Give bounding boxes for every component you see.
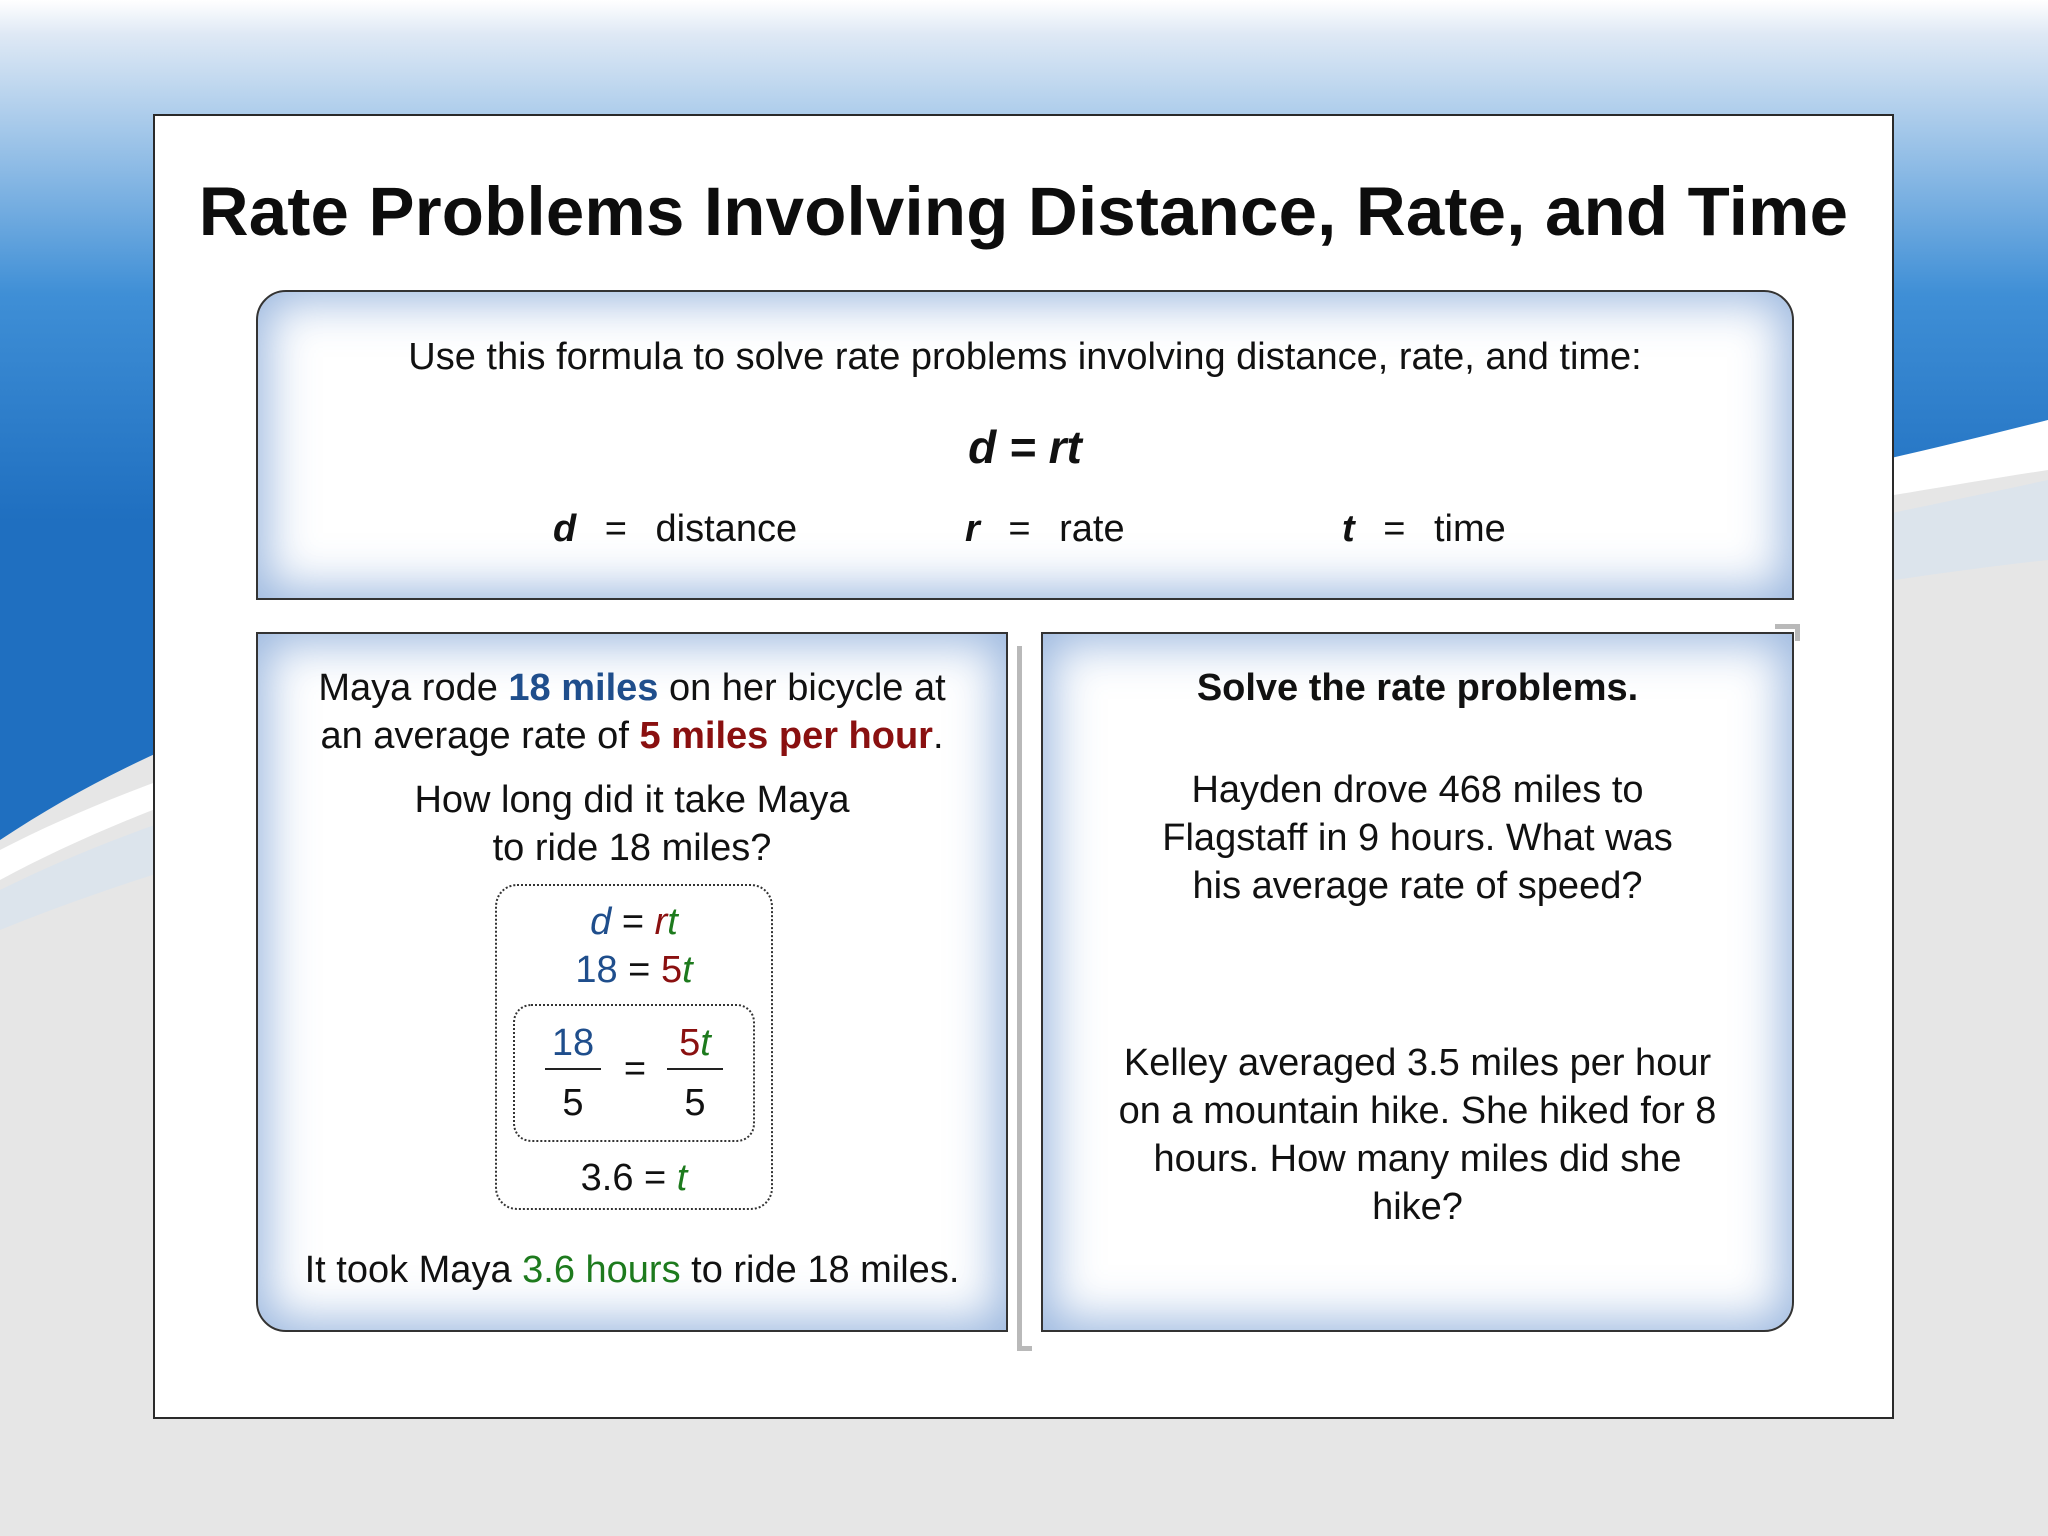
example-question-line1: How long did it take Maya <box>414 779 850 821</box>
solution-work-box <box>495 884 773 1210</box>
practice-problem2-line: on a mountain hike. She hiked for 8 <box>1118 1090 1717 1132</box>
formula-main: d = rt <box>968 421 1082 473</box>
practice-problem2-line: hike? <box>1372 1186 1463 1228</box>
formula-panel <box>256 290 1794 600</box>
example-statement-line2 <box>258 712 1006 760</box>
definition-var: t <box>1342 508 1355 550</box>
definition-var: d <box>553 508 577 550</box>
text-segment: . <box>932 715 944 757</box>
text-segment: an average rate of <box>320 715 640 757</box>
work-d: 18 <box>575 949 618 991</box>
definition-time <box>1342 508 1506 551</box>
definition-eq: = <box>1383 508 1406 550</box>
work-d: d <box>590 901 612 943</box>
work-t: t <box>667 901 678 943</box>
definition-eq: = <box>604 508 627 550</box>
work-r: 5 <box>660 949 683 991</box>
practice-problem2-line: hours. How many miles did she <box>1153 1138 1682 1180</box>
practice-problem2-line: Kelley averaged 3.5 miles per hour <box>1123 1042 1712 1084</box>
division-step-box <box>513 1004 755 1142</box>
work-t: t <box>676 1157 688 1199</box>
slide-title: Rate Problems Involving Distance, Rate, and Time <box>198 173 1849 250</box>
work-step-substitute <box>497 946 771 994</box>
fraction-equals: = <box>623 1048 647 1090</box>
example-panel <box>256 632 1008 1332</box>
practice-panel <box>1041 632 1794 1332</box>
practice-problem1-line: his average rate of speed? <box>1192 865 1643 907</box>
work-t: t <box>682 949 693 991</box>
practice-problem1-line: Hayden drove 468 miles to <box>1191 769 1644 811</box>
work-eq: = <box>633 1157 677 1199</box>
fraction-coef: 5 <box>679 1022 701 1064</box>
example-answer <box>258 1246 1006 1294</box>
text-segment: to ride 18 miles. <box>680 1249 960 1291</box>
definition-distance <box>553 508 797 551</box>
work-result-value: 3.6 <box>580 1157 634 1199</box>
definition-meaning: time <box>1433 508 1506 550</box>
fraction-numerator: 18 <box>545 1018 601 1070</box>
definition-meaning: distance <box>655 508 798 550</box>
work-result <box>497 1154 771 1202</box>
fraction-denominator: 5 <box>684 1082 706 1124</box>
fraction-denominator: 5 <box>562 1082 584 1124</box>
definition-eq: = <box>1008 508 1031 550</box>
work-eq: = <box>611 901 655 943</box>
practice-problem1-line: Flagstaff in 9 hours. What was <box>1162 817 1673 859</box>
work-r: r <box>654 901 668 943</box>
example-statement-line1 <box>258 664 1006 712</box>
slide-frame <box>153 114 1894 1419</box>
answer-highlight: 3.6 hours <box>522 1249 681 1291</box>
panel-shadow-corner <box>1017 646 1032 1351</box>
work-step-formula <box>497 898 771 946</box>
definition-rate <box>965 508 1125 551</box>
text-segment: Maya rode <box>318 667 509 709</box>
fraction-var: t <box>700 1022 711 1064</box>
fraction-right <box>667 1018 723 1128</box>
definition-meaning: rate <box>1059 508 1125 550</box>
text-segment: on her bicycle at <box>658 667 946 709</box>
example-question-line2: to ride 18 miles? <box>492 827 772 869</box>
definition-var: r <box>965 508 980 550</box>
rate-highlight: 5 miles per hour <box>639 715 933 757</box>
distance-highlight: 18 miles <box>508 667 659 709</box>
practice-heading: Solve the rate problems. <box>1196 667 1639 709</box>
work-eq: = <box>617 949 661 991</box>
fraction-numerator <box>667 1018 723 1070</box>
text-segment: It took Maya <box>304 1249 523 1291</box>
fraction-left <box>545 1018 601 1128</box>
formula-intro: Use this formula to solve rate problems involving distance, rate, and time: <box>408 336 1642 378</box>
